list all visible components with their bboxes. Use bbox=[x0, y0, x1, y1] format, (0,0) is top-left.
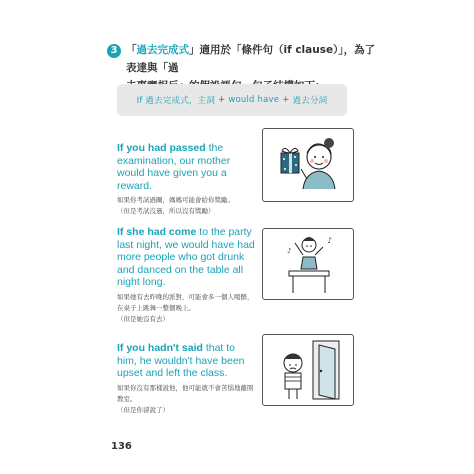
example-chinese: 如果你沒有那樣說他，他可能就不會苦惱地離開教室。 bbox=[117, 383, 254, 403]
formula-part3: 過去分詞 bbox=[292, 96, 328, 106]
svg-text:♪: ♪ bbox=[287, 247, 292, 255]
example-note: （但是她沒有去） bbox=[117, 314, 169, 323]
point-number-badge: 3 bbox=[107, 44, 121, 58]
page-number: 136 bbox=[111, 441, 132, 452]
formula-plus: + bbox=[282, 95, 290, 105]
if-clause-term: if clause bbox=[283, 44, 334, 56]
illustration-gift bbox=[262, 128, 354, 202]
example-note: （但是考試沒過，所以沒有獎勵） bbox=[117, 207, 215, 215]
example-2 bbox=[117, 226, 255, 325]
formula-plus: + bbox=[218, 95, 226, 105]
example-chinese: 如果她有去昨晚的派對，可能會多一個人喝醉，在桌子上跳舞一整個晚上。 bbox=[117, 292, 254, 312]
formula-part2: would have bbox=[228, 95, 280, 105]
term-highlight: 過去完成式 bbox=[136, 44, 189, 56]
formula-part1: If 過去完成式，主詞 bbox=[136, 96, 216, 106]
example-english: If she had come to the party last night, we would have had more people who got drunk and danced on the table all night long. bbox=[117, 226, 255, 288]
example-3 bbox=[117, 342, 255, 416]
intro-text: 「過去完成式」適用於「條件句（if clause）」，為了表達與「過 bbox=[126, 44, 376, 74]
example-1 bbox=[117, 142, 255, 217]
example-english: If you hadn't said that to him, he wouldn't have been upset and left the class. bbox=[117, 342, 245, 379]
example-chinese: 如果你考試過關，媽媽可能會給你獎勵。 bbox=[117, 196, 234, 204]
formula-box bbox=[117, 84, 347, 116]
example-note: （但是你卻說了） bbox=[117, 405, 169, 414]
svg-text:♪: ♪ bbox=[327, 236, 333, 245]
example-english: If you had passed the examination, our mother would have given you a reward. bbox=[117, 142, 231, 192]
illustration-door bbox=[262, 334, 354, 406]
illustration-dancing bbox=[262, 228, 354, 300]
